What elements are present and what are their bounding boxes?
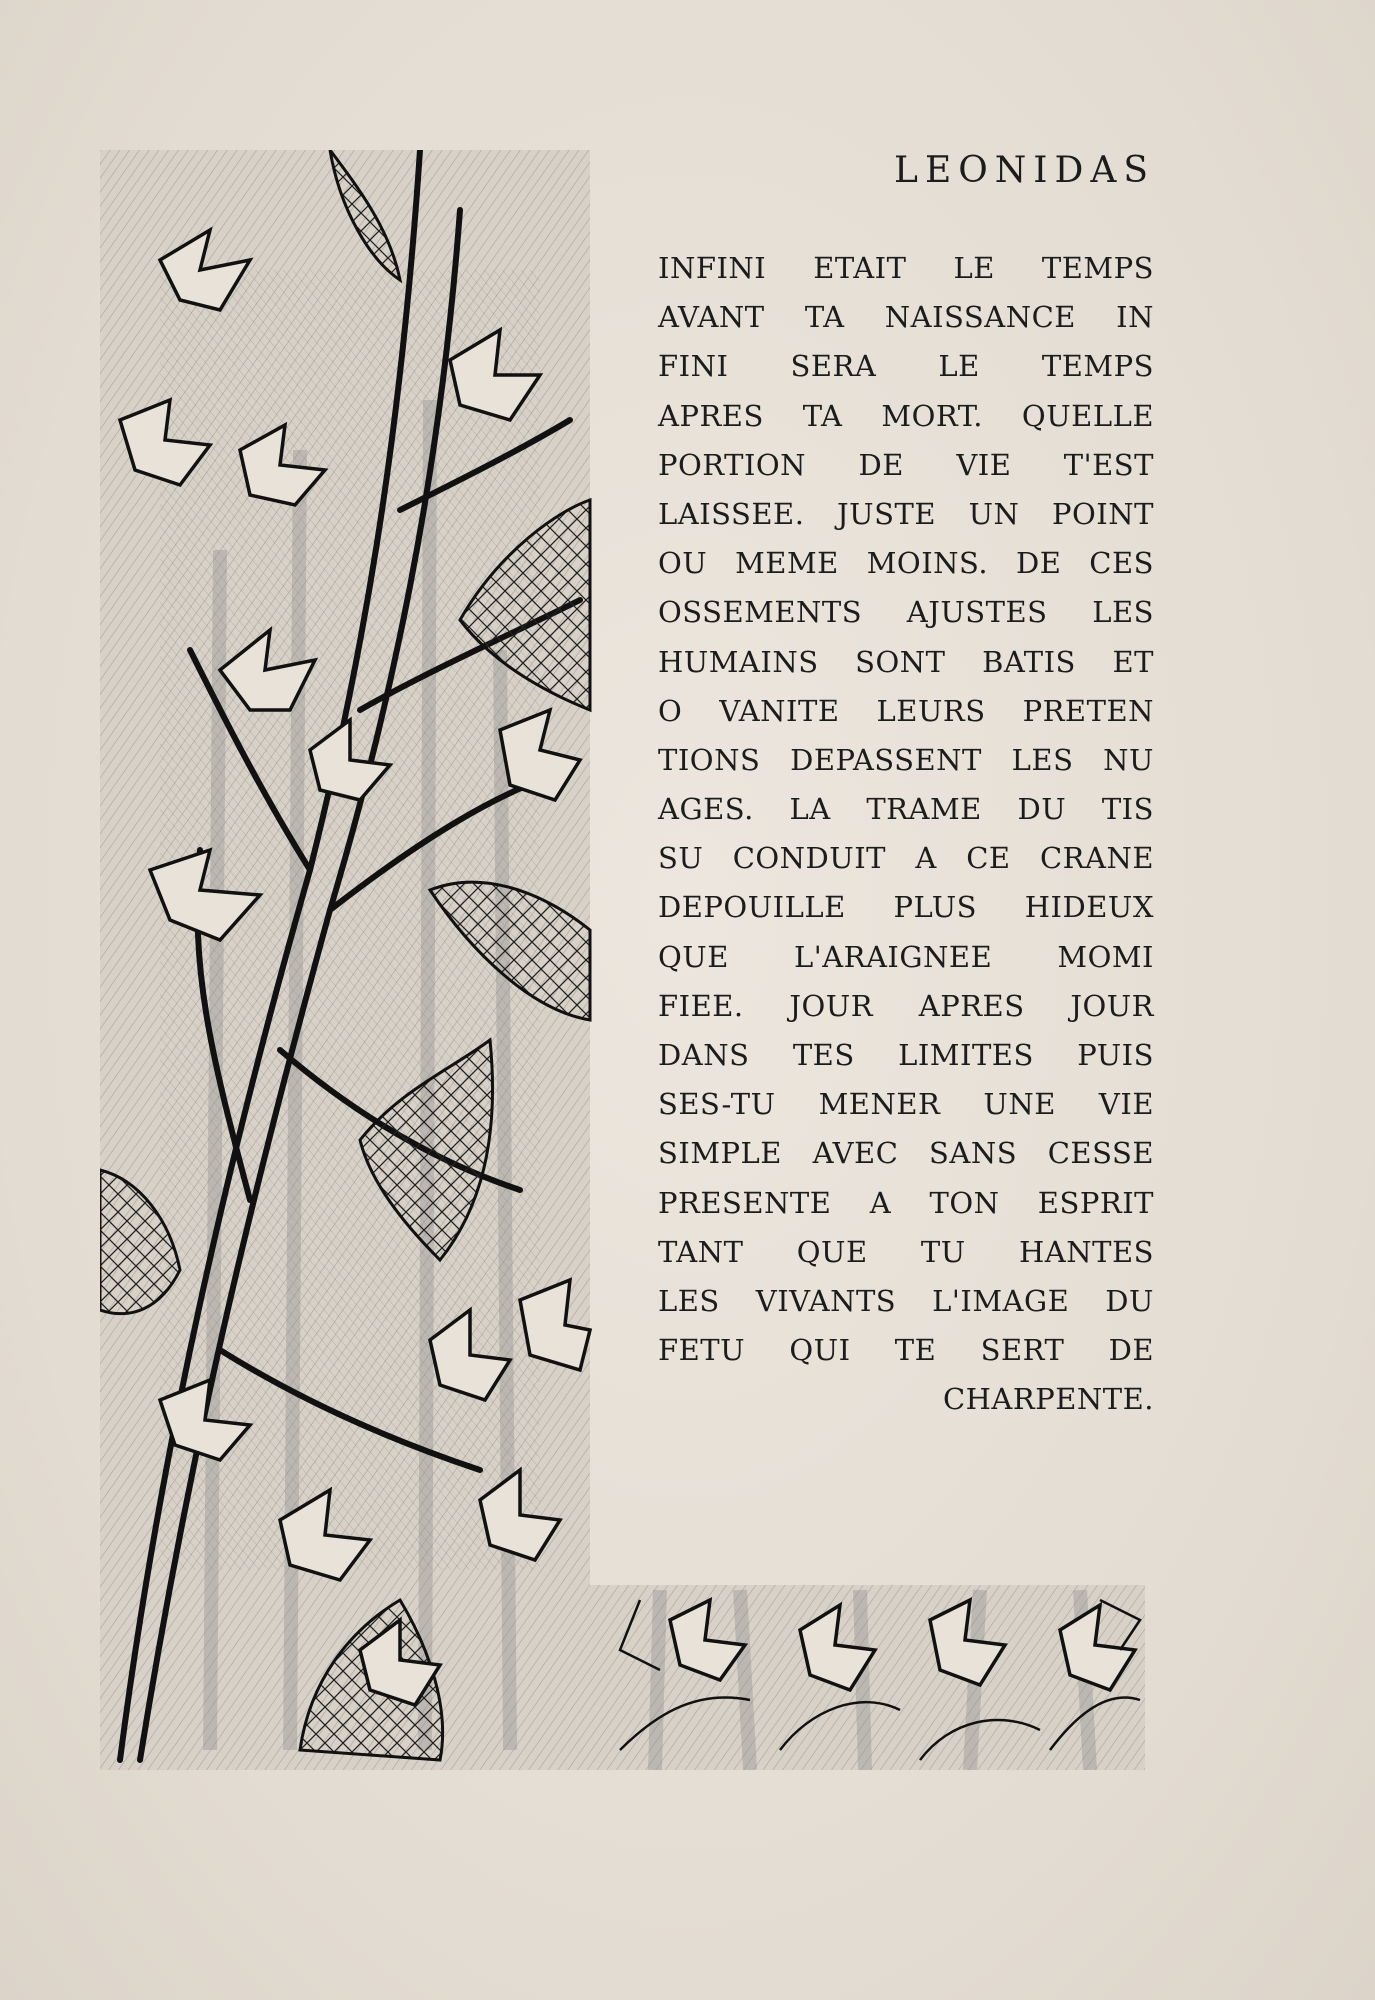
poem-line: PORTION DE VIE T'EST [658, 447, 1154, 482]
poem-line: TANT QUE TU HANTES [658, 1234, 1154, 1269]
poem-line: OSSEMENTS AJUSTES LES [658, 595, 1154, 630]
poem-line: SES-TU MENER UNE VIE [658, 1087, 1154, 1122]
poem-title: LEONIDAS [894, 150, 1155, 191]
poem-line: FINI SERA LE TEMPS [658, 349, 1154, 384]
poem-line: TIONS DEPASSENT LES NU [658, 742, 1154, 777]
poem-line: AVANT TA NAISSANCE IN [658, 300, 1154, 335]
poem-line: HUMAINS SONT BATIS ET [658, 644, 1154, 679]
poem-text [658, 244, 1154, 1425]
poem-line: LAISSEE. JUSTE UN POINT [658, 496, 1154, 531]
poem-line: FIEE. JOUR APRES JOUR [658, 988, 1154, 1023]
poem-line: QUE L'ARAIGNEE MOMI [658, 939, 1154, 974]
poem-line: FETU QUI TE SERT DE [658, 1333, 1154, 1368]
poem-line: SU CONDUIT A CE CRANE [658, 841, 1154, 876]
poem-line: O VANITE LEURS PRETEN [658, 693, 1154, 728]
poem-line: OU MEME MOINS. DE CES [658, 546, 1154, 581]
poem-line: DEPOUILLE PLUS HIDEUX [658, 890, 1154, 925]
poem-line: CHARPENTE. [942, 1382, 1154, 1417]
poem-line: LES VIVANTS L'IMAGE DU [658, 1283, 1154, 1318]
poem-line: DANS TES LIMITES PUIS [658, 1038, 1154, 1072]
poem-line: INFINI ETAIT LE TEMPS [658, 251, 1154, 285]
poem-line: SIMPLE AVEC SANS CESSE [658, 1136, 1154, 1171]
poem-line: PRESENTE A TON ESPRIT [658, 1185, 1154, 1220]
poem-line: AGES. LA TRAME DU TIS [658, 792, 1154, 827]
poem-line: APRES TA MORT. QUELLE [658, 398, 1154, 433]
